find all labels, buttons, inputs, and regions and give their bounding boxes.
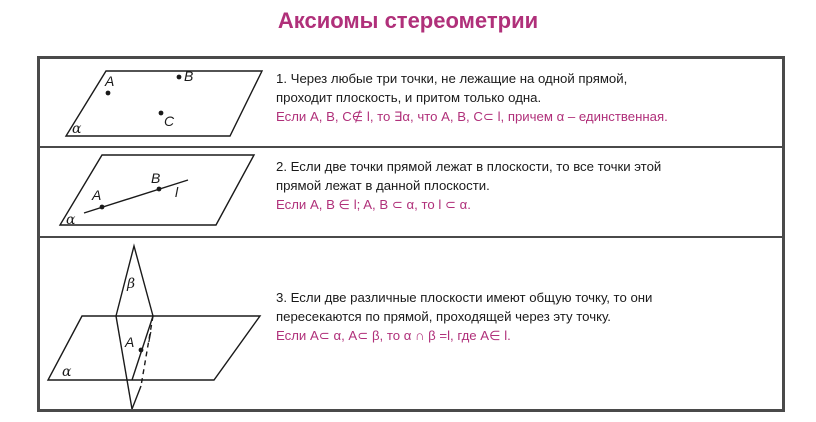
point-a-dot [100, 205, 105, 210]
axiom-1-formula: Если A, B, C∉ l, то ∃α, что A, B, C⊂ l, причем α – единственная. [276, 109, 668, 124]
point-b-label: B [151, 170, 161, 186]
axiom-3-text [276, 288, 781, 345]
axiom-row-2 [40, 148, 782, 238]
point-a-dot [139, 348, 144, 353]
plane-alpha-parallelogram [48, 316, 260, 380]
page-title: Аксиомы стереометрии [277, 8, 539, 33]
point-b-dot [157, 187, 162, 192]
axiom-3-line-1: 3. Если две различные плоскости имеют общую точку, то они [276, 290, 653, 305]
line-l-label: l [175, 184, 179, 200]
plane-beta-label: β [127, 276, 136, 292]
axiom-2-formula: Если A, B ∈ l; A, B ⊂ α, то l ⊂ α. [276, 197, 471, 212]
point-c-label: C [164, 113, 175, 129]
plane-beta-lower-left [116, 316, 135, 409]
point-c-dot [159, 111, 164, 116]
axiom-1-figure [40, 59, 276, 146]
axiom-3-line-2: пересекаются по прямой, проходящей через эту точку. [276, 309, 611, 324]
axiom-2-text [276, 157, 781, 214]
line-l [132, 316, 153, 380]
point-b-label: B [184, 68, 194, 84]
point-a-dot [106, 91, 111, 96]
axiom-2-line-2: прямой лежат в данной плоскости. [276, 178, 490, 193]
plane-alpha-label: α [66, 212, 76, 228]
plane-alpha-label: α [62, 364, 72, 380]
axiom-1-line-1: 1. Через любые три точки, не лежащие на одной прямой, [276, 71, 628, 86]
axiom-1-line-2: проходит плоскость, и притом только одна. [276, 90, 542, 105]
axiom-3-formula: Если A⊂ α, A⊂ β, то α ∩ β =l, где A∈ l. [276, 328, 511, 343]
point-a-label: A [105, 73, 115, 89]
line-l-label: l [148, 329, 152, 345]
point-a-label: A [125, 334, 135, 350]
axiom-1-text [276, 69, 781, 126]
plane-beta-lower-right-solid [132, 386, 141, 409]
axiom-row-3 [40, 238, 782, 409]
axiom-2-line-1: 2. Если две точки прямой лежат в плоскости, то все точки этой [276, 159, 662, 174]
axiom-row-1 [40, 59, 782, 148]
point-a-label: A [92, 187, 102, 203]
axiom-2-figure [40, 148, 276, 236]
axiom-3-figure [40, 238, 276, 409]
plane-alpha-label: α [72, 121, 82, 137]
point-b-dot [177, 75, 182, 80]
axioms-table [37, 56, 785, 412]
